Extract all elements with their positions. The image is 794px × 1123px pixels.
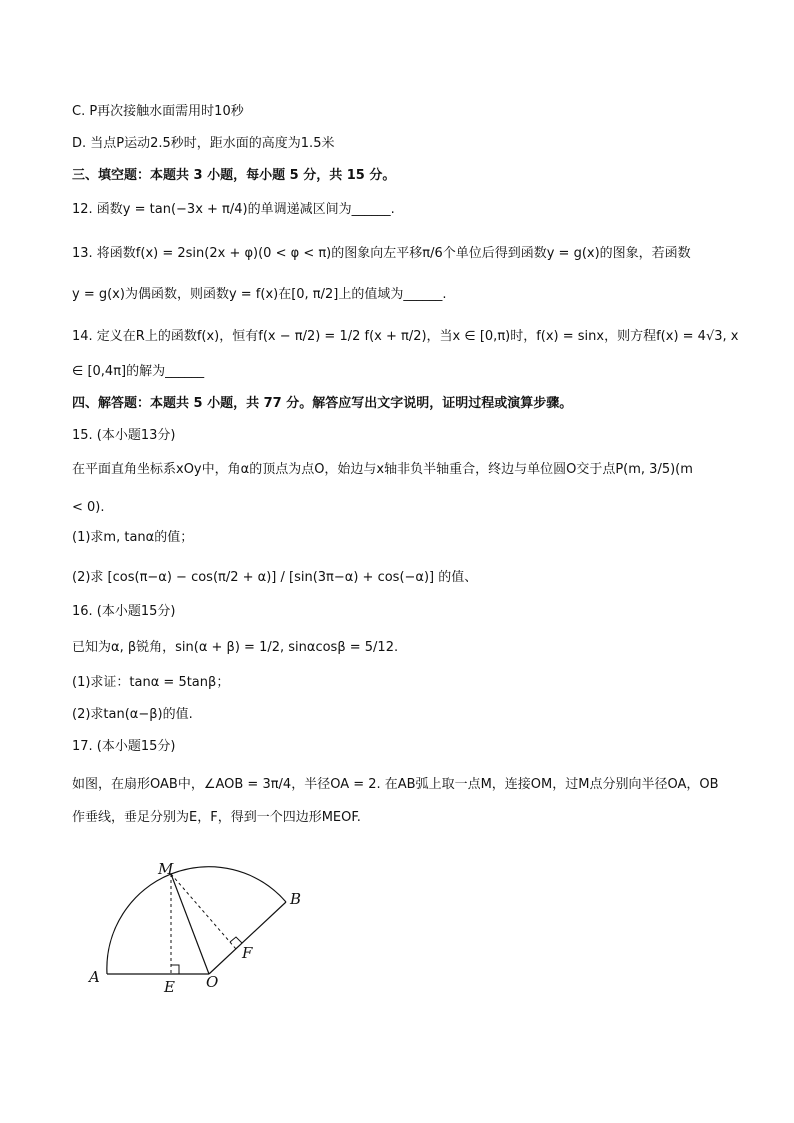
question-16-stem: 已知为α, β锐角，sin(α + β) = 1/2, sinαcosβ = 5/12. — [72, 640, 399, 655]
option-c: C. P再次接触水面需用时10秒 — [72, 104, 244, 119]
label-a: A — [89, 968, 100, 986]
question-14-line2: ∈ [0,4π]的解为______ — [72, 364, 205, 379]
sector-figure — [80, 852, 320, 1002]
question-13-line2: y = g(x)为偶函数，则函数y = f(x)在[0, π/2]上的值域为______. — [72, 287, 447, 302]
question-16-part2: (2)求tan(α−β)的值. — [72, 707, 193, 722]
question-17-stem: 如图，在扇形OAB中，∠AOB = 3π/4，半径OA = 2. 在AB弧上取一点M，连接OM，过M点分别向半径OA，OB — [72, 777, 719, 792]
option-d: D. 当点P运动2.5秒时，距水面的高度为1.5米 — [72, 136, 335, 151]
question-12: 12. 函数y = tan(−3x + π/4)的单调递减区间为______. — [72, 202, 395, 217]
question-15-part2: (2)求 [cos(π−α) − cos(π/2 + α)] / [sin(3π−α) + cos(−α)] 的值、 — [72, 570, 478, 585]
label-m: M — [158, 860, 174, 878]
question-15-part1: (1)求m, tanα的值； — [72, 530, 194, 545]
question-13-line1: 13. 将函数f(x) = 2sin(2x + φ)(0 < φ < π)的图象向左平移π/6个单位后得到函数y = g(x)的图象，若函数 — [72, 246, 691, 261]
label-o: O — [206, 973, 219, 991]
question-16-part1: (1)求证：tanα = 5tanβ； — [72, 675, 230, 690]
section-fill-in-header: 三、填空题：本题共 3 小题，每小题 5 分，共 15 分。 — [72, 168, 396, 183]
segment-om — [171, 874, 209, 974]
right-angle-e — [171, 965, 179, 974]
sector-arc — [107, 867, 286, 974]
question-15-stem-cont: < 0). — [72, 500, 105, 515]
label-e: E — [164, 978, 175, 996]
question-17-stem-cont: 作垂线，垂足分别为E，F，得到一个四边形MEOF. — [72, 810, 361, 825]
label-b: B — [290, 890, 302, 908]
question-17-header: 17. (本小题15分) — [72, 739, 176, 754]
section-solution-header: 四、解答题：本题共 5 小题，共 77 分。解答应写出文字说明，证明过程或演算步骤。 — [72, 396, 573, 411]
question-15-stem: 在平面直角坐标系xOy中，角α的顶点为点O，始边与x轴非负半轴重合，终边与单位圆O交于点P(m, 3/5)(m — [72, 462, 693, 477]
question-15-header: 15. (本小题13分) — [72, 428, 176, 443]
right-angle-f — [230, 937, 242, 943]
label-f: F — [242, 944, 253, 962]
segment-mf — [171, 874, 236, 949]
question-14-line1: 14. 定义在R上的函数f(x)，恒有f(x − π/2) = 1/2 f(x + π/2)，当x ∈ [0,π)时，f(x) = sinx，则方程f(x) = 4√3, x — [72, 329, 739, 344]
question-16-header: 16. (本小题15分) — [72, 604, 176, 619]
radius-ob — [209, 902, 286, 974]
